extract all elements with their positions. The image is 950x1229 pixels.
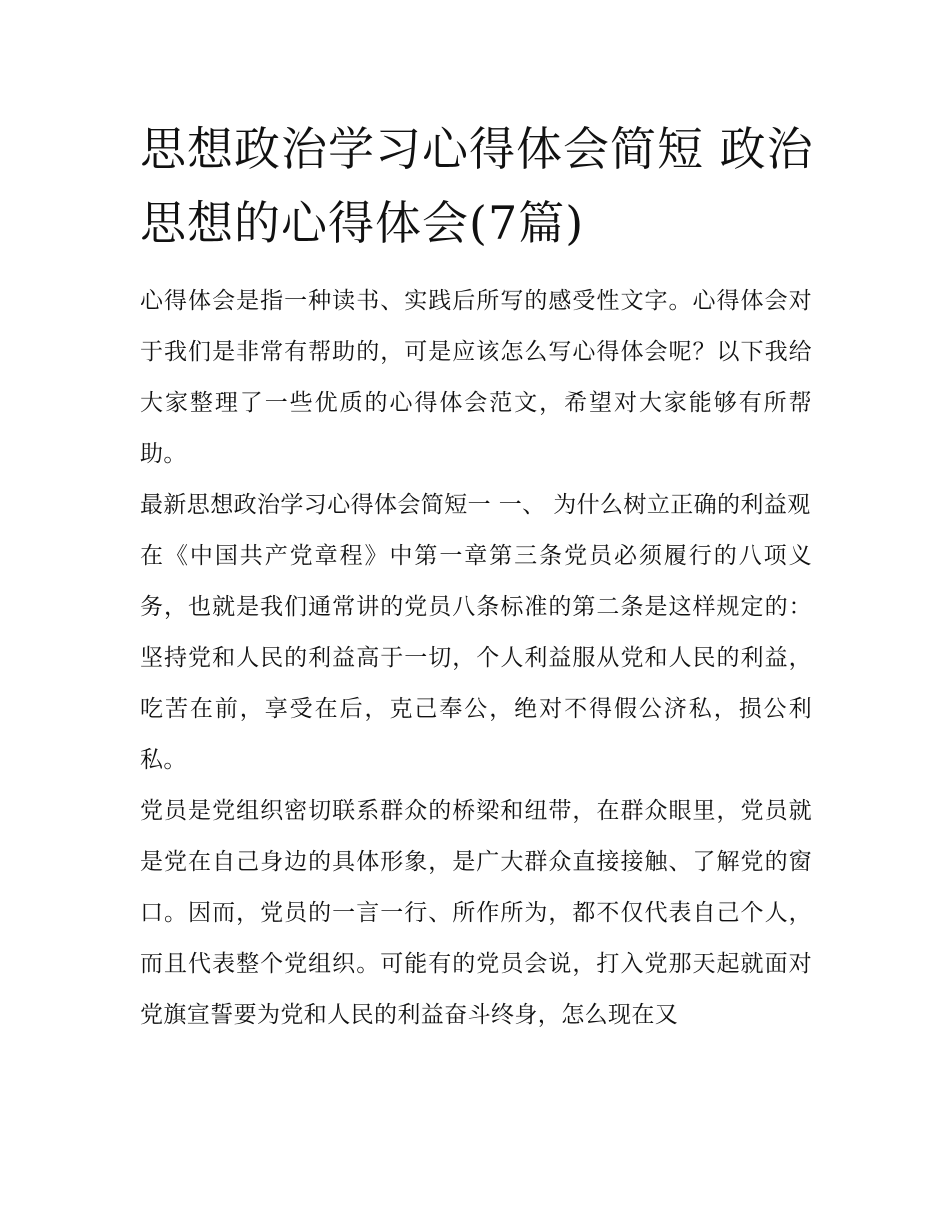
party-constitution-paragraph: 在《中国共产党章程》中第一章第三条党员必须履行的八项义务，也就是我们通常讲的党员八条标准的第二条是这样规定的：坚持党和人民的利益高于一切，个人利益服从党和人民的利益，吃苦在前，享受在后，克己奉公，绝对不得假公济私，损公利私。 — [140, 543, 812, 773]
document-body — [140, 276, 812, 1041]
document-title: 思想政治学习心得体会简短 政治思想的心得体会(7篇) — [140, 122, 814, 250]
intro-paragraph: 心得体会是指一种读书、实践后所写的感受性文字。心得体会对于我们是非常有帮助的，可是应该怎么写心得体会呢？以下我给大家整理了一些优质的心得体会范文，希望对大家能够有所帮助。 — [140, 288, 812, 467]
party-member-paragraph: 党员是党组织密切联系群众的桥梁和纽带，在群众眼里，党员就是党在自己身边的具体形象，是广大群众直接接触、了解党的窗口。因而，党员的一言一行、所作所为，都不仅代表自己个人，而且代表整个党组织。可能有的党员会说，打入党那天起就面对党旗宣誓要为党和人民的利益奋斗终身，怎么现在又 — [140, 798, 812, 1028]
section-heading-paragraph: 最新思想政治学习心得体会简短一 一、 为什么树立正确的利益观 — [140, 492, 811, 518]
